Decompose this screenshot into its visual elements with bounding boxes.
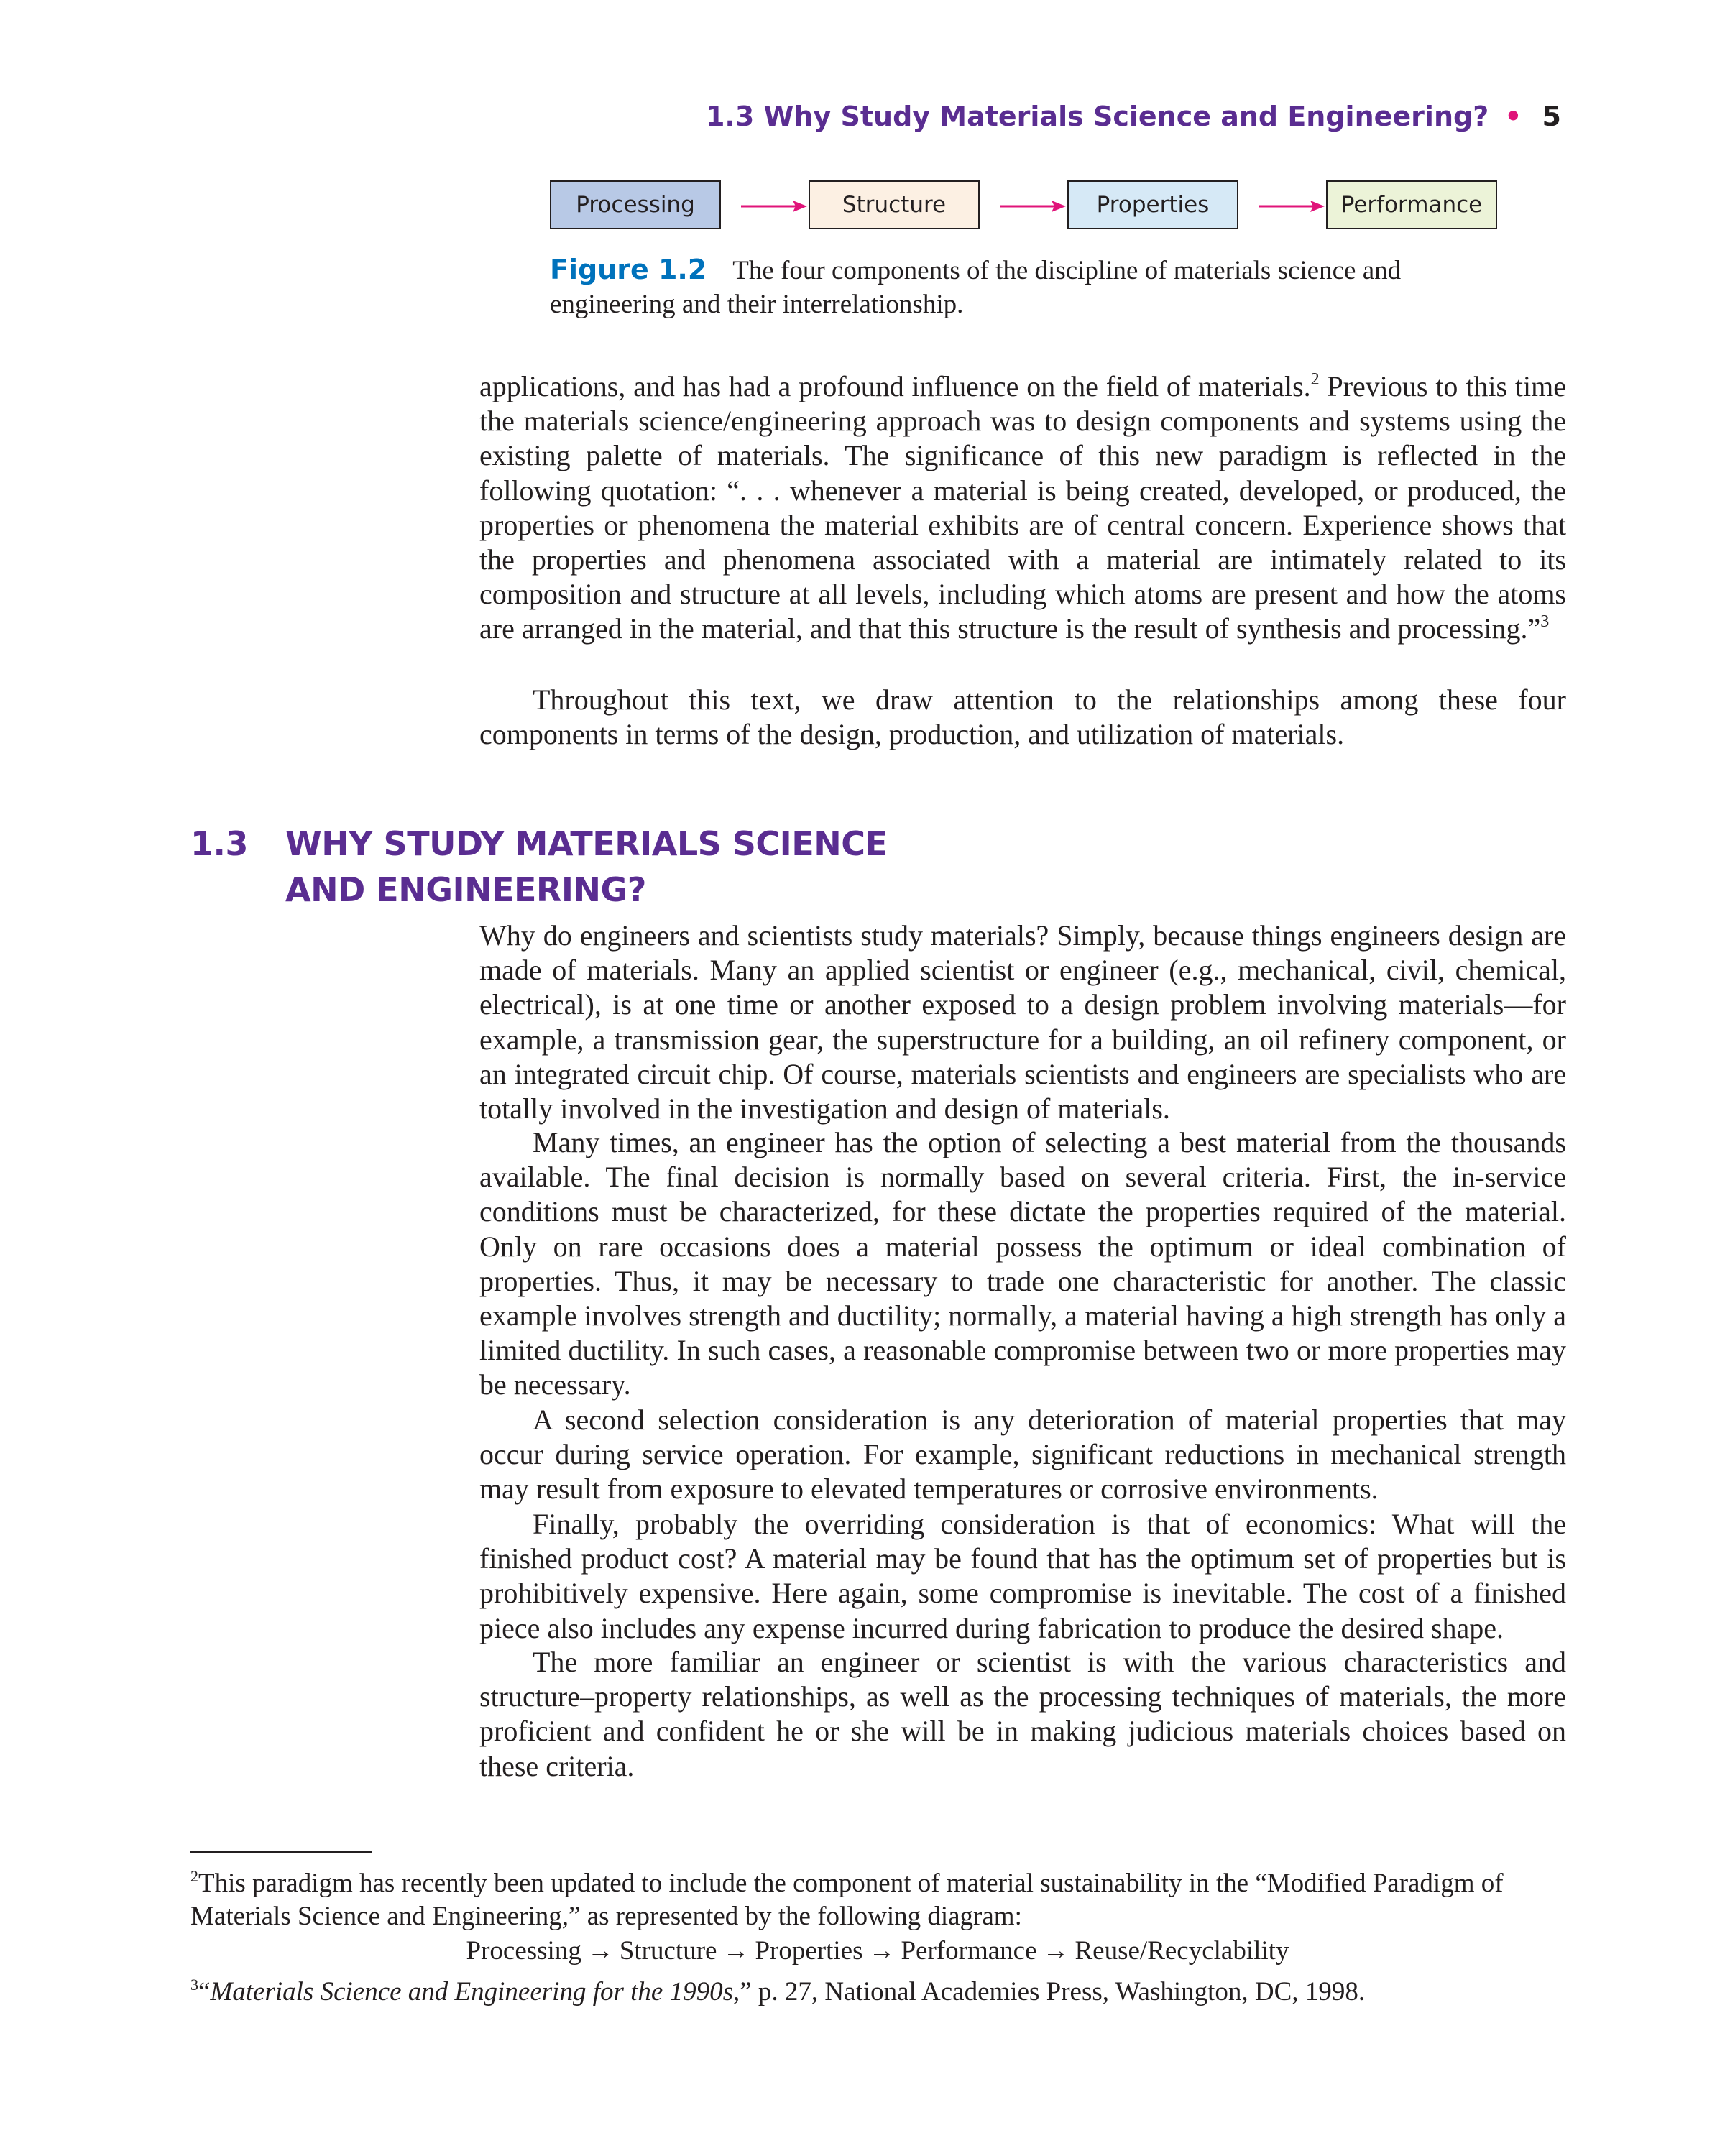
section-paragraph: The more familiar an engineer or scientist is with the various characteristics and structure–property relationships, as well as the processing techniques of materials, the more proficient and confident he or she will be in making judicious materials choices based on these criteria.	[479, 1646, 1566, 1782]
section-number: 1.3	[190, 824, 248, 863]
figure-box-structure: Structure	[809, 180, 980, 229]
footnote-ref-3: 3	[1540, 612, 1550, 632]
footnote-mark-3: 3	[190, 1976, 198, 1994]
arrow-right-icon	[1257, 195, 1326, 218]
footnote-mark-2: 2	[190, 1867, 198, 1885]
section-paragraph: A second selection consideration is any deterioration of material properties that may occur during service operation. For example, significant reductions in mechanical strength may result from exposure to elevated temperatures or corrosive environments.	[479, 1404, 1566, 1506]
footnote-diagram-item: Processing	[466, 1936, 581, 1966]
section-title-line1: WHY STUDY MATERIALS SCIENCE	[285, 824, 888, 863]
section-title-line2: AND ENGINEERING?	[285, 870, 646, 909]
arrow-right-icon: →	[868, 1936, 896, 1966]
section-paragraph: Why do engineers and scientists study materials? Simply, because things engineers design are made of materials. Many an applied scientist or engineer (e.g., mechanical, civil, chemical, electrical), is at one time or another exposed to a design problem involving materials—for example, a transmission gear, the superstructure for a building, an oil refinery component, or an integrated circuit chip. Of course, materials scientists and engineers are specialists who are totally involved in the investigation and design of materials.	[479, 919, 1566, 1125]
arrow-right-icon: →	[586, 1936, 614, 1966]
figure-label: Figure 1.2	[550, 254, 707, 285]
page-number: 5	[1542, 101, 1561, 132]
footnote-diagram	[190, 1935, 1565, 1968]
arrow-right-icon: →	[1042, 1936, 1070, 1966]
figure-diagram	[550, 180, 1496, 232]
footnote-diagram-item: Structure	[619, 1936, 717, 1966]
footnote-diagram-item: Reuse/Recyclability	[1075, 1936, 1289, 1966]
footnote-ref-2: 2	[1310, 370, 1320, 389]
figure-box-performance: Performance	[1326, 180, 1497, 229]
running-title: 1.3 Why Study Materials Science and Engineering?	[705, 101, 1489, 132]
figure-caption	[550, 253, 1499, 321]
footnote-3: $^3$“Materials Science and Engineering for the 1990s,” p. 27, National Academies Press, Washington, DC, 1998.	[190, 1976, 1366, 2007]
footnote-2	[190, 1867, 1506, 1933]
arrow-right-icon	[998, 195, 1067, 218]
arrow-right-icon	[740, 195, 809, 218]
citation-title: Materials Science and Engineering for the 1990s	[210, 1977, 733, 2007]
figure-box-properties: Properties	[1067, 180, 1238, 229]
body-paragraph: Throughout this text, we draw attention to the relationships among these four components in terms of the design, production, and utilization of materials.	[479, 683, 1566, 751]
body-paragraph: applications, and has had a profound influence on the field of materials.$^2$ Previous to this time the materials science/engineering approach was to design components and systems using the existing palette of materials. The significance of this new paradigm is reflected in the following quotation: “. . . whenever a material is being created, developed, or produced, the properties or phenomena the material exhibits are of central concern. Experience shows that the properties and phenomena associated with a material are intimately related to its composition and structure at all levels, including which atoms are present and how the atoms are arranged in the material, and that this structure is the result of synthesis and processing.”$^3$	[479, 370, 1566, 645]
footnote-diagram-item: Properties	[755, 1936, 863, 1966]
footnote-2-text: This paradigm has recently been updated to include the component of material sustainability in the “Modified Paradigm of Materials Science and Engineering,” as represented by the following diagram:	[190, 1869, 1504, 1931]
footnote-divider	[190, 1851, 372, 1853]
header-separator: •	[1504, 101, 1522, 132]
section-paragraph: Many times, an engineer has the option of selecting a best material from the thousands available. The final decision is normally based on several criteria. First, the in-service conditions must be characterized, for these dictate the properties required of the material. Only on rare occasions does a material possess the optimum or ideal combination of properties. Thus, it may be necessary to trade one characteristic for another. The classic example involves strength and ductility; normally, a material having a high strength has only a limited ductility. In such cases, a reasonable compromise between two or more properties may be necessary.	[479, 1126, 1566, 1401]
section-paragraph: Finally, probably the overriding consideration is that of economics: What will the finished product cost? A material may be found that has the optimum set of properties but is prohibitively expensive. Here again, some compromise is inevitable. The cost of a finished piece also includes any expense incurred during fabrication to produce the desired shape.	[479, 1508, 1566, 1644]
running-header	[706, 101, 1561, 132]
figure-caption-text: The four components of the discipline of materials science and engineering and their interrelationship.	[550, 256, 1402, 319]
figure-box-processing: Processing	[550, 180, 721, 229]
section-heading	[190, 821, 887, 913]
arrow-right-icon: →	[722, 1936, 750, 1966]
footnote-diagram-item: Performance	[901, 1936, 1037, 1966]
